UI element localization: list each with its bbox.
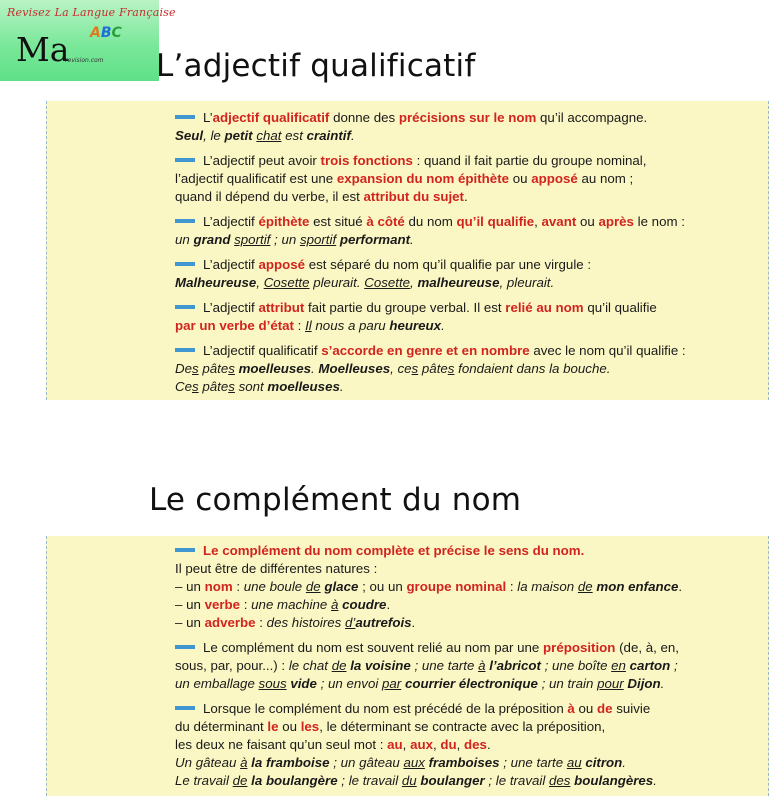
rule-item: [175, 542, 748, 632]
rule-line: Le complément du nom complète et précise le sens du nom.: [175, 542, 748, 560]
bullet-dash-icon: [175, 219, 195, 223]
rule-line: L’adjectif épithète est situé à côté du nom qu’il qualifie, avant ou après le nom :: [175, 213, 748, 231]
rule-item: [175, 342, 748, 396]
example-line: Malheureuse, Cosette pleurait. Cosette, malheureuse, pleurait.: [175, 275, 555, 290]
bullet-dash-icon: [175, 348, 195, 352]
bullet-dash-icon: [175, 158, 195, 162]
lesson-box-adjectif: [46, 101, 769, 400]
rule-item: [175, 639, 748, 693]
rule-line: Lorsque le complément du nom est précédé de la préposition à ou de suivie: [175, 700, 748, 718]
rule-line: L’adjectif qualificatif s’accorde en genre et en nombre avec le nom qu’il qualifie :: [175, 342, 748, 360]
example-line: un emballage sous vide ; un envoi par courrier électronique ; un train pour Dijon.: [175, 676, 665, 691]
lesson-box-complement: [46, 536, 769, 796]
rule-line: L’adjectif apposé est séparé du nom qu’il qualifie par une virgule :: [175, 256, 748, 274]
rule-line: – un adverbe : des histoires d’autrefois.: [175, 615, 416, 630]
rule-line: du déterminant le ou les, le déterminant se contracte avec la préposition,: [175, 719, 606, 734]
rule-item: [175, 299, 748, 335]
bullet-dash-icon: [175, 305, 195, 309]
logo-sub-text: -revision.com: [63, 57, 104, 64]
example-line: Ces pâtes sont moelleuses.: [175, 379, 344, 394]
rule-line: l’adjectif qualificatif est une expansion du nom épithète ou apposé au nom ;: [175, 171, 634, 186]
site-logo: [0, 0, 176, 81]
bullet-dash-icon: [175, 548, 195, 552]
rule-line: L’adjectif peut avoir trois fonctions : quand il fait partie du groupe nominal,: [175, 152, 748, 170]
example-line: Seul, le petit chat est craintif.: [175, 128, 355, 143]
example-line: Le travail de la boulangère ; le travail du boulanger ; le travail des boulangères.: [175, 773, 657, 788]
bullet-dash-icon: [175, 645, 195, 649]
logo-abc-letters: ABC: [90, 25, 122, 41]
rule-line: Il peut être de différentes natures :: [175, 561, 378, 576]
rule-line: Le complément du nom est souvent relié au nom par une préposition (de, à, en,: [175, 639, 748, 657]
section-title-complement: Le complément du nom: [149, 482, 522, 518]
example-line: un grand sportif ; un sportif performant.: [175, 232, 414, 247]
rule-item: [175, 700, 748, 790]
rule-item: [175, 213, 748, 249]
logo-top-text: Revisez La Langue Française: [7, 6, 176, 19]
bullet-dash-icon: [175, 262, 195, 266]
rule-item: [175, 152, 748, 206]
rule-line: L’adjectif attribut fait partie du groupe verbal. Il est relié au nom qu’il qualifie: [175, 299, 748, 317]
rule-line: quand il dépend du verbe, il est attribut du sujet.: [175, 189, 468, 204]
example-line: Un gâteau à la framboise ; un gâteau aux framboises ; une tarte au citron.: [175, 755, 626, 770]
logo-big-text: Ma: [16, 30, 70, 69]
rule-line: par un verbe d’état : Il nous a paru heureux.: [175, 318, 445, 333]
bullet-dash-icon: [175, 115, 195, 119]
rule-line: – un verbe : une machine à coudre.: [175, 597, 391, 612]
rule-line: sous, par, pour...) : le chat de la voisine ; une tarte à l’abricot ; une boîte en carton ;: [175, 658, 678, 673]
rule-line: les deux ne faisant qu’un seul mot : au, aux, du, des.: [175, 737, 491, 752]
rule-line: – un nom : une boule de glace ; ou un groupe nominal : la maison de mon enfance.: [175, 579, 683, 594]
example-line: Des pâtes moelleuses. Moelleuses, ces pâtes fondaient dans la bouche.: [175, 361, 611, 376]
bullet-dash-icon: [175, 706, 195, 710]
section-title-adjectif: L’adjectif qualificatif: [156, 48, 476, 84]
rule-item: [175, 256, 748, 292]
rule-line: L’adjectif qualificatif donne des précisions sur le nom qu’il accompagne.: [175, 109, 748, 127]
rule-item: [175, 109, 748, 145]
